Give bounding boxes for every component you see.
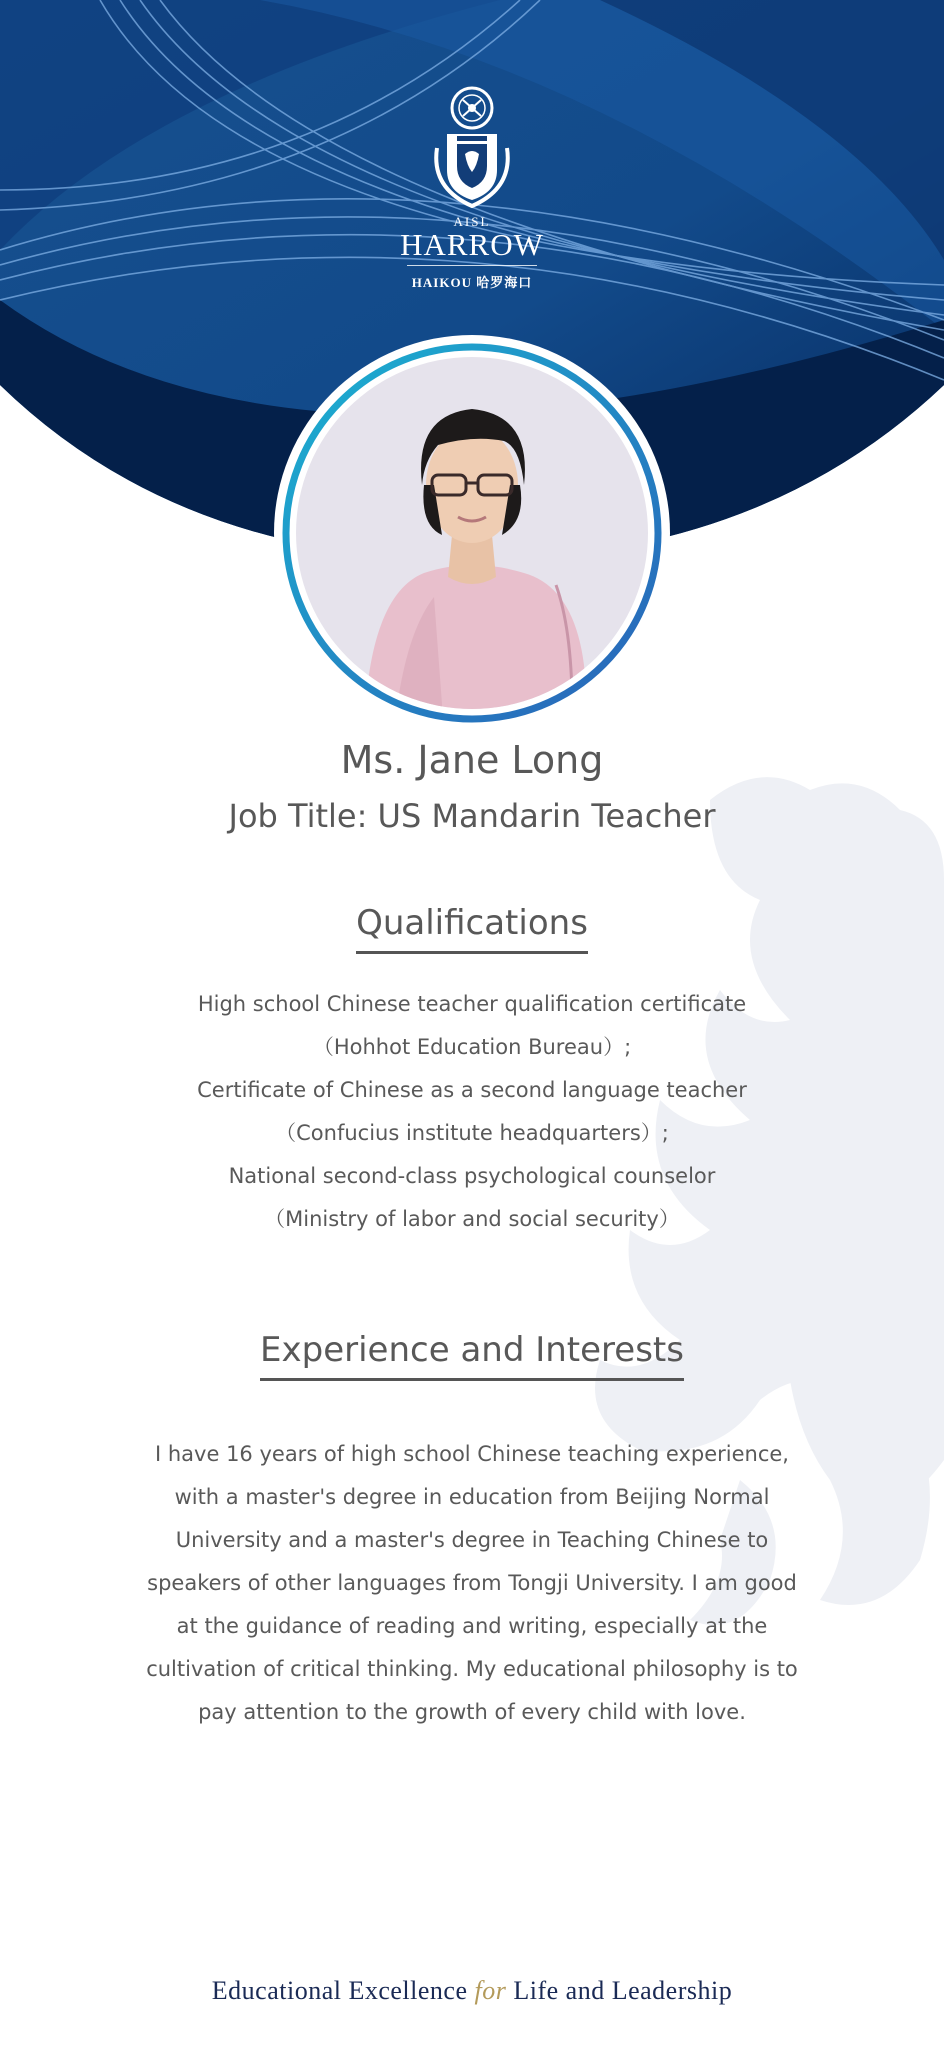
job-title: Job Title: US Mandarin Teacher	[228, 797, 716, 835]
qualification-line: （Ministry of labor and social security）	[264, 1207, 680, 1231]
qualification-line: Certificate of Chinese as a second language teacher	[197, 1078, 747, 1102]
tagline-for: for	[474, 1976, 507, 2005]
logo-aisl: AISL	[453, 214, 491, 229]
qualification-line: High school Chinese teacher qualification certificate	[197, 992, 747, 1016]
logo-harrow: HARROW	[400, 227, 544, 262]
experience-heading-wrap	[0, 1330, 944, 1381]
experience-heading: Experience and Interests	[260, 1330, 684, 1381]
qualification-line: （Hohhot Education Bureau）;	[312, 1035, 632, 1059]
school-logo	[372, 80, 572, 290]
footer-tagline	[0, 1976, 944, 2006]
crest-icon	[427, 80, 517, 210]
tagline-part2: Life and Leadership	[513, 1976, 733, 2005]
teacher-name: Ms. Jane Long	[340, 738, 604, 782]
qualification-line: （Confucius institute headquarters）;	[275, 1121, 669, 1145]
tagline-part1: Educational Excellence	[211, 1976, 468, 2005]
qualifications-list	[0, 983, 944, 1241]
experience-text: I have 16 years of high school Chinese teaching experience, with a master's degree in education from Beijing Normal University and a master's degree in Teaching Chinese to speakers of other languages from Tongji University. I am good at the guidance of reading and writing, especially at the cultivation of critical thinking. My educational philosophy is to pay attention to the growth of every child with love.	[146, 1442, 798, 1724]
qualifications-heading: Qualifications	[356, 903, 588, 954]
logo-haikou: HAIKOU 哈罗海口	[411, 275, 533, 290]
teacher-portrait	[274, 335, 670, 731]
qualification-line: National second-class psychological counselor	[228, 1164, 716, 1188]
logo-divider	[407, 265, 537, 266]
qualifications-heading-wrap	[0, 903, 944, 954]
